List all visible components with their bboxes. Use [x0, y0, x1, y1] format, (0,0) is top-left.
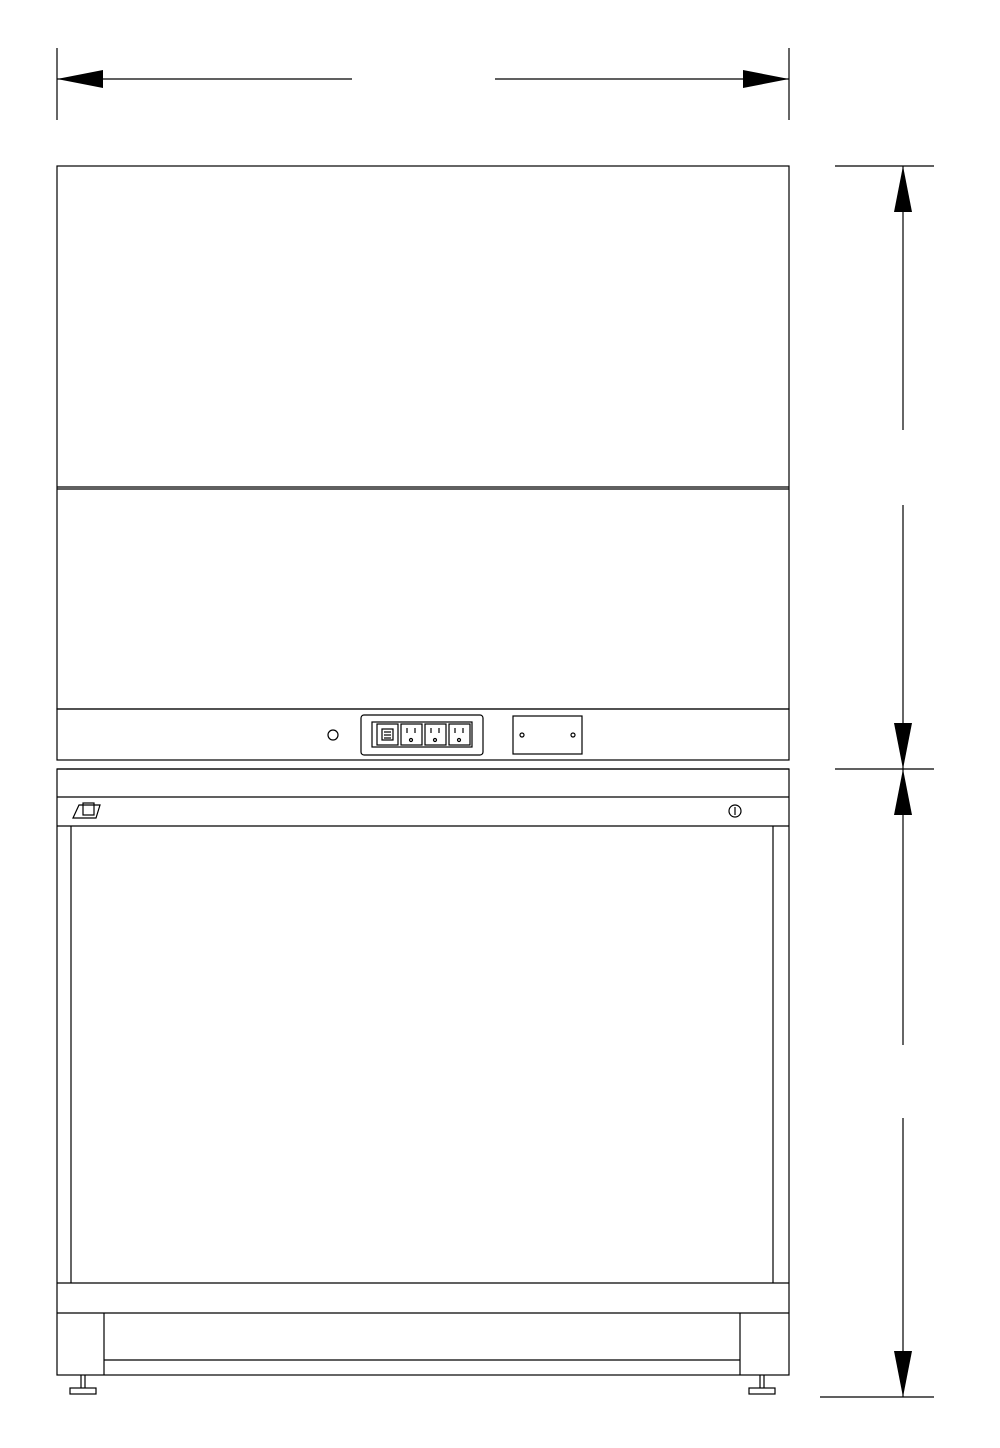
cabinet [57, 769, 789, 1394]
width-dimension [57, 48, 789, 120]
power-panel [57, 709, 789, 769]
pegboard [57, 166, 789, 709]
switch-icon [377, 724, 398, 745]
outlet-icon [401, 724, 422, 745]
cabinet-frame [57, 769, 789, 1375]
width-arrow-left-icon [57, 70, 103, 88]
bottom-arrow-down-icon [894, 1351, 912, 1397]
lock-icon [729, 805, 741, 817]
power-panel-frame [57, 709, 789, 760]
leveling-foot-left [70, 1375, 96, 1394]
cover-screw-icon [571, 733, 575, 737]
leveling-foot-right [749, 1375, 775, 1394]
cover-screw-icon [520, 733, 524, 737]
pegboard-frame [57, 166, 789, 709]
top-arrow-down-icon [894, 723, 912, 769]
width-arrow-right-icon [743, 70, 789, 88]
cover-plate [513, 716, 582, 754]
height-dimension [820, 166, 934, 1397]
outlet-icon [449, 724, 470, 745]
top-arrow-up-icon [894, 166, 912, 212]
cable-grommet-icon [328, 730, 338, 740]
bottom-arrow-up-icon [894, 769, 912, 815]
outlet-icon [425, 724, 446, 745]
logo-icon [73, 803, 100, 818]
